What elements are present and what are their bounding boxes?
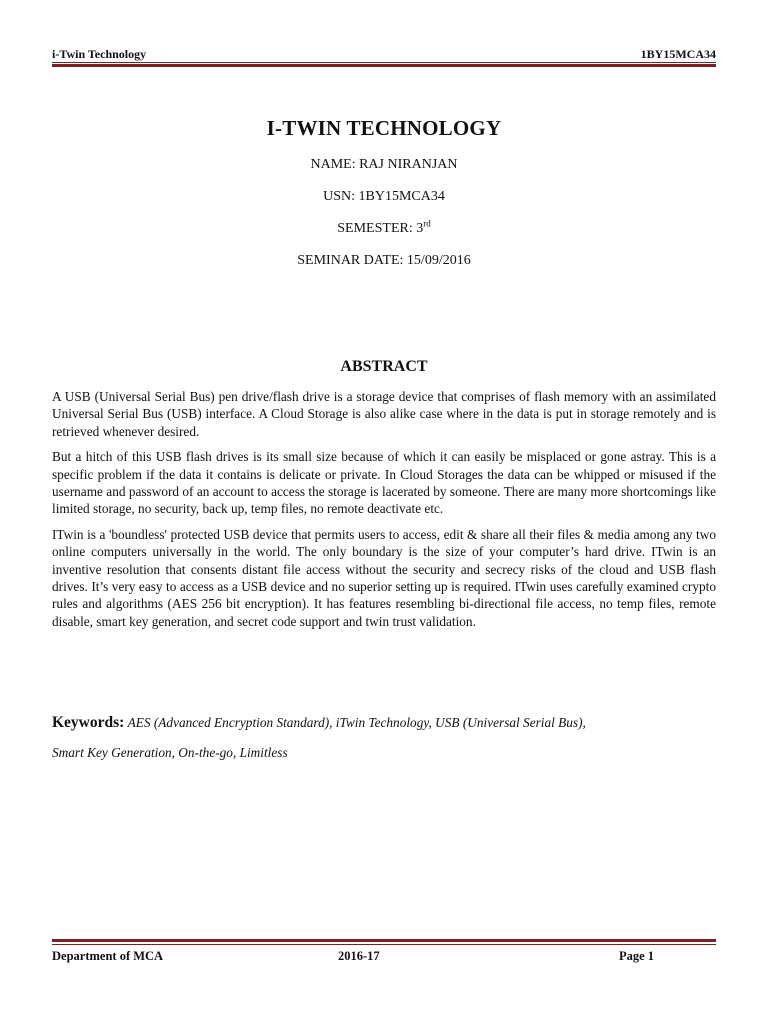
footer-page-number: Page 1	[618, 949, 654, 963]
keywords-line-1	[52, 708, 716, 738]
header-rule-thin	[52, 62, 716, 63]
author-name: NAME: RAJ NIRANJAN	[310, 157, 458, 172]
seminar-date: SEMINAR DATE: 15/09/2016	[297, 253, 471, 268]
abstract-body	[52, 388, 716, 638]
abstract-paragraph-1: A USB (Universal Serial Bus) pen drive/flash drive is a storage device that comprises of flash memory with an assimilated Universal Serial Bus (USB) interface. A Cloud Storage is also alike case where in the data is put in storage remotely and is retrieved whenever desired.	[52, 389, 716, 439]
semester-ordinal-suffix: rd	[423, 218, 431, 229]
header-rule-thick	[52, 64, 716, 67]
title-block	[52, 116, 716, 284]
abstract-heading: ABSTRACT	[340, 358, 428, 375]
keywords-text-1: AES (Advanced Encryption Standard), iTwin Technology, USB (Universal Serial Bus),	[127, 715, 586, 730]
document-title: I-TWIN TECHNOLOGY	[266, 116, 502, 140]
footer-rule-thick	[52, 939, 716, 942]
keywords-line-2	[52, 738, 716, 768]
footer-rule-thin	[52, 944, 716, 945]
keywords-section	[52, 708, 716, 768]
header-usn: 1BY15MCA34	[640, 47, 716, 61]
abstract-paragraph-2: But a hitch of this USB flash drives is its small size because of which it can easily be misplaced or gone astray. This is a specific problem if the data it contains is delicate or private. In Cloud Storages the data can be whipped or misused if the username and password of an account to access the storage is lacerated by someone. There are many more shortcomings like limited storage, no security, back up, temp files, no remote deactivate etc.	[52, 449, 716, 517]
semester-line	[52, 220, 716, 237]
keywords-label: Keywords:	[52, 714, 125, 731]
header-document-title: i-Twin Technology	[52, 47, 147, 61]
page-footer	[52, 949, 716, 967]
keywords-text-2: Smart Key Generation, On-the-go, Limitless	[52, 745, 288, 760]
footer-year: 2016-17	[338, 949, 380, 963]
footer-department: Department of MCA	[52, 949, 164, 963]
author-usn: USN: 1BY15MCA34	[323, 189, 445, 204]
abstract-paragraph-3: ITwin is a 'boundless' protected USB device that permits users to access, edit & share all their files & media among any two online computers universally in the world. The only boundary is the size of your computer’s hard drive. ITwin is an inventive resolution that consents distant file access without the security and secrecy risks of the cloud and USB flash drives. It’s very easy to access as a USB device and no superior setting up is required. ITwin uses carefully examined crypto rules and algorithms (AES 256 bit encryption). It has features resembling bi-directional file access, no temp files, remote disable, smart key generation, and secret code support and twin trust validation.	[52, 526, 716, 629]
semester-text: SEMESTER: 3	[337, 221, 424, 236]
page-header	[52, 42, 716, 62]
